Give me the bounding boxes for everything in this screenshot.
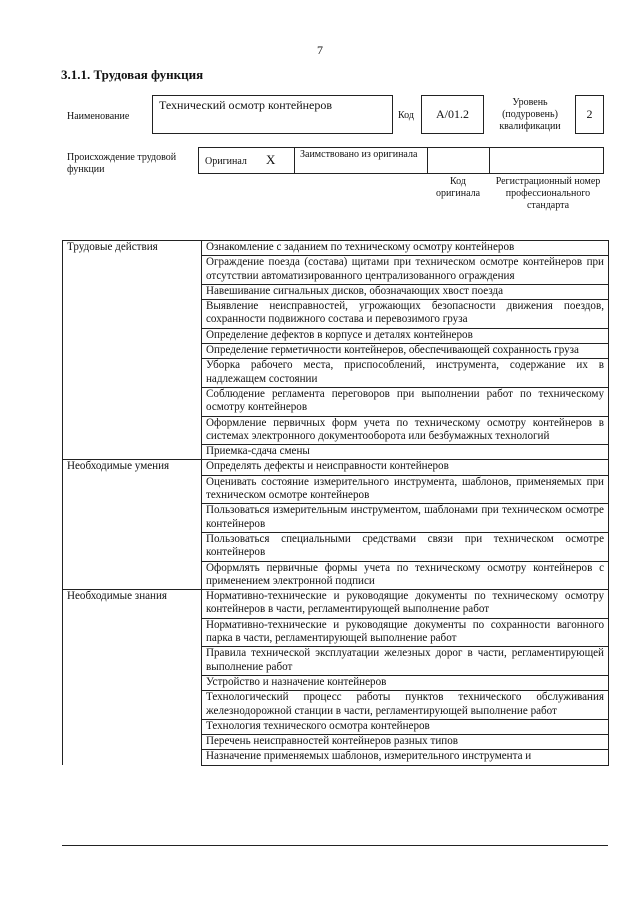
original-mark: X xyxy=(266,152,276,167)
table-row xyxy=(63,750,609,765)
code-value-box xyxy=(421,95,484,134)
table-row xyxy=(63,359,609,388)
item-cell: Соблюдение регламента переговоров при выполнении работ по техническому осмотру контейнеров xyxy=(202,387,609,416)
item-cell: Выявление неисправностей, угрожающих безопасности движения поездов, сохранности подвижного состава и перевозимого груза xyxy=(202,300,609,329)
borrowed-label: Заимствовано из оригинала xyxy=(300,149,418,160)
table-row xyxy=(63,561,609,590)
item-cell: Технологический процесс работы пунктов технического обслуживания железнодорожной станции в части, регламентирующей выполнение работ xyxy=(202,691,609,720)
item-cell: Определять дефекты и неисправности контейнеров xyxy=(202,460,609,475)
category-cell xyxy=(63,532,202,561)
category-cell xyxy=(63,300,202,329)
item-cell: Пользоваться измерительным инструментом, шаблонами при техническом осмотре контейнеров xyxy=(202,504,609,533)
item-cell: Уборка рабочего места, приспособлений, инструмента, содержание их в надлежащем состоянии xyxy=(202,359,609,388)
category-cell xyxy=(63,691,202,720)
category-cell: Необходимые знания xyxy=(63,590,202,619)
table-row xyxy=(63,445,609,460)
category-cell xyxy=(63,750,202,765)
item-cell: Назначение применяемых шаблонов, измерительного инструмента и xyxy=(202,750,609,765)
table-row xyxy=(63,460,609,475)
category-cell xyxy=(63,719,202,734)
level-value: 2 xyxy=(586,107,593,121)
category-cell xyxy=(63,359,202,388)
item-cell: Приемка-сдача смены xyxy=(202,445,609,460)
item-cell: Определение герметичности контейнеров, обеспечивающей сохранность груза xyxy=(202,344,609,359)
item-cell: Правила технической эксплуатации железных дорог в части, регламентирующей выполнение работ xyxy=(202,647,609,676)
table-row xyxy=(63,618,609,647)
table-row xyxy=(63,647,609,676)
table-row xyxy=(63,344,609,359)
origin-divider-1 xyxy=(294,147,295,174)
table-row xyxy=(63,284,609,299)
table-row xyxy=(63,387,609,416)
item-cell: Нормативно-технические и руководящие документы по сохранности вагонного парка в части, регламентирующей выполнение работ xyxy=(202,618,609,647)
item-cell: Ограждение поезда (состава) щитами при техническом осмотре контейнеров при отсутствии автоматизированного централизованного ограждения xyxy=(202,256,609,285)
table-row xyxy=(63,691,609,720)
item-cell: Оформление первичных форм учета по техническому осмотру контейнеров в системах электронного документооборота или безбумажных технологий xyxy=(202,416,609,445)
original-label: Оригинал xyxy=(205,156,247,167)
item-cell: Перечень неисправностей контейнеров разных типов xyxy=(202,735,609,750)
category-cell xyxy=(63,284,202,299)
origin-label: Происхождение трудовой функции xyxy=(67,152,177,175)
category-cell xyxy=(63,735,202,750)
labor-function-table xyxy=(62,240,609,766)
table-row xyxy=(63,256,609,285)
category-cell xyxy=(63,387,202,416)
original-code-label: Код оригинала xyxy=(435,176,481,199)
code-label: Код xyxy=(398,110,414,121)
item-cell: Навешивание сигнальных дисков, обозначающих хвост поезда xyxy=(202,284,609,299)
item-cell: Оценивать состояние измерительного инструмента, шаблонов, применяемых при техническом осмотре контейнеров xyxy=(202,475,609,504)
category-cell xyxy=(63,416,202,445)
name-value: Технический осмотр контейнеров xyxy=(159,98,333,112)
name-value-box xyxy=(152,95,393,134)
category-cell xyxy=(63,344,202,359)
name-label: Наименование xyxy=(67,111,130,122)
category-cell: Необходимые умения xyxy=(63,460,202,475)
table-row xyxy=(63,504,609,533)
category-cell xyxy=(63,675,202,690)
level-label: Уровень (подуровень) квалификации xyxy=(499,97,561,132)
category-cell xyxy=(63,445,202,460)
category-cell xyxy=(63,475,202,504)
table-row xyxy=(63,719,609,734)
table-row xyxy=(63,590,609,619)
origin-divider-3 xyxy=(489,147,490,174)
category-cell xyxy=(63,504,202,533)
origin-divider-2 xyxy=(427,147,428,174)
table-row xyxy=(63,475,609,504)
reg-number-label: Регистрационный номер профессионального стандарта xyxy=(495,176,601,211)
table-row xyxy=(63,328,609,343)
item-cell: Ознакомление с заданием по техническому осмотру контейнеров xyxy=(202,241,609,256)
level-value-box xyxy=(575,95,604,134)
code-value: A/01.2 xyxy=(436,107,469,121)
category-cell xyxy=(63,256,202,285)
category-cell xyxy=(63,328,202,343)
category-cell xyxy=(63,618,202,647)
table-row xyxy=(63,532,609,561)
item-cell: Оформлять первичные формы учета по техническому осмотру контейнеров с применением электронной подписи xyxy=(202,561,609,590)
item-cell: Устройство и назначение контейнеров xyxy=(202,675,609,690)
item-cell: Технология технического осмотра контейнеров xyxy=(202,719,609,734)
table-row xyxy=(63,675,609,690)
category-cell xyxy=(63,561,202,590)
item-cell: Определение дефектов в корпусе и деталях контейнеров xyxy=(202,328,609,343)
table-row xyxy=(63,241,609,256)
item-cell: Пользоваться специальными средствами связи при техническом осмотре контейнеров xyxy=(202,532,609,561)
table-row xyxy=(63,735,609,750)
table-row xyxy=(63,300,609,329)
category-cell: Трудовые действия xyxy=(63,241,202,256)
table-row xyxy=(63,416,609,445)
page-number: 7 xyxy=(317,43,323,57)
page-bottom-rule xyxy=(62,845,608,846)
category-cell xyxy=(63,647,202,676)
item-cell: Нормативно-технические и руководящие документы по техническому осмотру контейнеров в части, регламентирующей выполнение работ xyxy=(202,590,609,619)
section-title: 3.1.1. Трудовая функция xyxy=(61,67,204,82)
